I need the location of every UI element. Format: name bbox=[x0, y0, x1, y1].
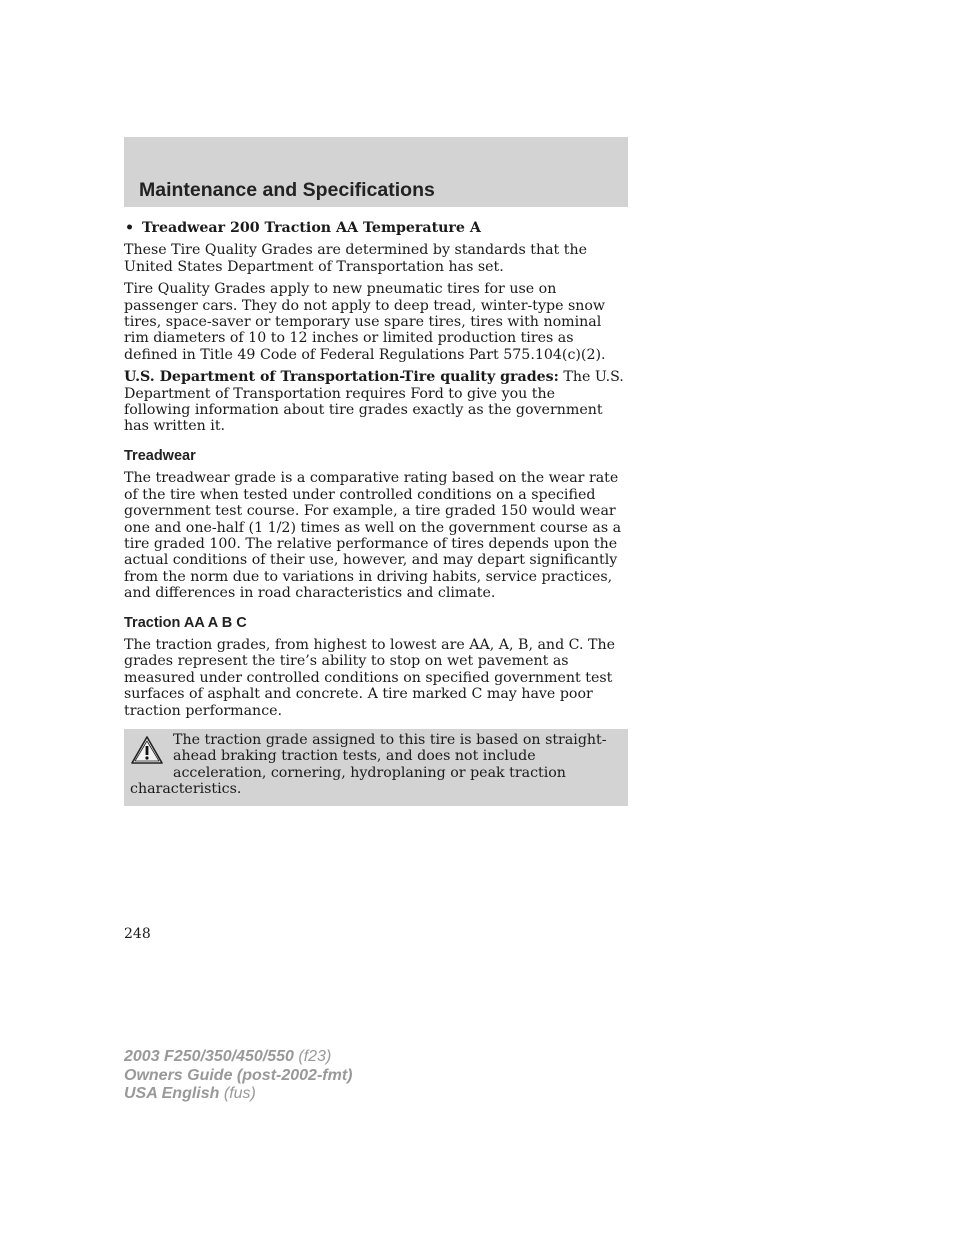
dot-grades-label: U.S. Department of Transportation-Tire quality grades: bbox=[124, 369, 559, 386]
section-title: Maintenance and Specifications bbox=[139, 179, 435, 201]
document-footer bbox=[124, 1048, 352, 1104]
bullet-text: Treadwear 200 Traction AA Temperature A bbox=[142, 220, 481, 236]
treadwear-paragraph: The treadwear grade is a comparative rating based on the wear rate of the tire when tested under controlled conditions on a specified government test course. For example, a tire graded 150 would wear one and one-half (1 1/2) times as well on the government course as a tire graded 100. The relative performance of tires depends upon the actual conditions of their use, however, and may depart significantly from the norm due to variations in driving habits, service practices, and differences in road characteristics and climate. bbox=[124, 470, 622, 602]
traction-heading: Traction AA A B C bbox=[124, 614, 247, 631]
traction-paragraph: The traction grades, from highest to lowest are AA, A, B, and C. The grades represent the tire’s ability to stop on wet pavement as measured under controlled conditions on specified government test surfaces of asphalt and concrete. A tire marked C may have poor traction performance. bbox=[124, 636, 616, 719]
warning-text: The traction grade assigned to this tire is based on straight-ahead braking traction tests, and does not include acceleration, cornering, hydroplaning or peak traction characteristics. bbox=[130, 731, 607, 798]
footer-line-3 bbox=[124, 1085, 352, 1104]
section-header bbox=[124, 137, 628, 207]
footer-language-code: (fus) bbox=[219, 1085, 256, 1102]
footer-language: USA English bbox=[124, 1085, 220, 1102]
footer-guide: Owners Guide (post-2002-fmt) bbox=[124, 1066, 353, 1084]
footer-model-code: (f23) bbox=[293, 1048, 332, 1065]
bullet-item bbox=[124, 220, 624, 236]
warning-triangle-icon bbox=[130, 735, 164, 765]
footer-line-1 bbox=[124, 1048, 352, 1067]
page-content bbox=[124, 220, 624, 806]
treadwear-heading: Treadwear bbox=[124, 447, 196, 464]
paragraph-grades-determined: These Tire Quality Grades are determined by standards that the United States Department of Transportation has set. bbox=[124, 242, 587, 275]
warning-box bbox=[124, 729, 628, 806]
page-number: 248 bbox=[124, 926, 151, 942]
bullet-marker: • bbox=[125, 220, 135, 236]
paragraph-grades-apply: Tire Quality Grades apply to new pneumatic tires for use on passenger cars. They do not apply to deep tread, winter-type snow tires, space-saver or temporary use spare tires, tires with nominal rim diameters of 10 to 12 inches or limited production tires as defined in Title 49 Code of Federal Regulations Part 575.104(c)(2). bbox=[124, 281, 606, 363]
dot-grades-text: The U.S. Department of Transportation requires Ford to give you the following information about tire grades exactly as the government has written it. bbox=[124, 369, 624, 435]
paragraph-dot-grades bbox=[124, 369, 624, 435]
footer-model: 2003 F250/350/450/550 bbox=[124, 1048, 294, 1065]
footer-line-2 bbox=[124, 1067, 352, 1086]
